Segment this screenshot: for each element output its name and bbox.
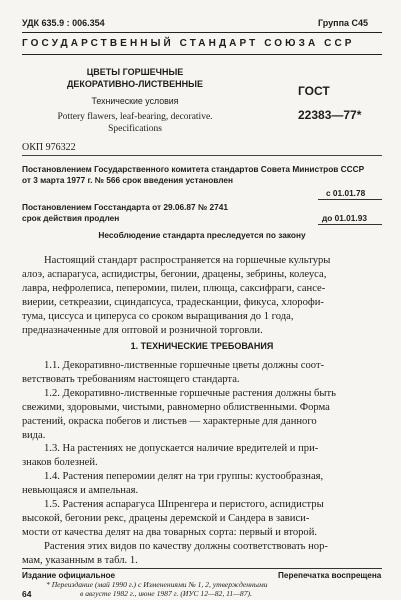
- banner-rule: [22, 54, 382, 55]
- clause-1-5-line: мам, указанным в табл. 1.: [22, 554, 138, 566]
- clause-1-4-line: 1.4. Растения пеперомии делят на три группы: кустообразная,: [44, 471, 324, 483]
- date-underline-2: [318, 224, 382, 225]
- okp-code: ОКП 976322: [22, 142, 76, 153]
- clause-1-3-line: 1.3. На растениях не допускается наличие вредителей и при-: [44, 443, 319, 455]
- clause-1-3-line: знаков болезней.: [22, 457, 98, 469]
- clause-1-5-line: 1.5. Растения аспарагуса Шпренгера и перистого, аспидистры: [44, 499, 324, 511]
- clause-1-2-line: 1.2. Декоративно-лиственные горшечные растения должны быть: [44, 387, 336, 399]
- intro-line: виерии, сеткреазии, сциндапсуса, традесканции, фикуса, хлорофи-: [22, 296, 324, 308]
- intro-paragraph: [22, 254, 382, 337]
- udk-code: УДК 635.9 : 006.354: [22, 18, 105, 28]
- clause-1-1-line: ветствовать требованиям настоящего стандарта.: [22, 373, 240, 385]
- page-number: 64: [22, 589, 32, 599]
- gost-label: ГОСТ: [298, 84, 330, 98]
- expiry-date: до 01.01.93: [322, 213, 367, 223]
- group-code: Группа С45: [318, 18, 369, 28]
- clause-1-1-line: 1.1. Декоративно-лиственные горшечные цветы должны соот-: [44, 360, 325, 371]
- english-title-line2: Specifications: [108, 124, 162, 134]
- decree-line1: Постановлением Государственного комитета стандартов Совета Министров СССР: [22, 164, 365, 174]
- clause-1-5-line: мости от качества делят на два товарных сорта: первый и второй.: [22, 526, 318, 538]
- effective-date: с 01.01.78: [326, 188, 366, 198]
- top-rule: [22, 32, 382, 33]
- clause-1-2-line: растений, окраска побегов и листьев — характерные для данного: [22, 415, 317, 427]
- gost-number: 22383—77*: [298, 108, 362, 122]
- official-edition: Издание официальное: [22, 571, 116, 580]
- english-title-line1: Pottery flawers, leaf-bearing, decorative.: [57, 112, 213, 122]
- reissue-note: * Переиздание (май 1990 г.) с Изменениями № 1, 2, утвержденными: [46, 580, 268, 589]
- clause-1-2-line: вида.: [22, 429, 46, 441]
- intro-line: Настоящий стандарт распространяется на горшечные культуры: [44, 255, 331, 266]
- intro-line: алоэ, аспарагуса, аспидистры, бегонии, драцены, зебрины, колеуса,: [22, 268, 327, 280]
- okp-rule: [22, 155, 382, 156]
- intro-line: тума, циссуса и циперуса со сроком выращивания до 1 года,: [22, 310, 294, 322]
- clause-1-5-line: высокой, бегонии рекс, драцены деремской и Сандера в зависи-: [22, 512, 310, 524]
- clause-1-4-line: невьющаяся и ампельная.: [22, 485, 139, 497]
- decree-line4: срок действия продлен: [22, 213, 120, 223]
- document-title-line2: ДЕКОРАТИВНО-ЛИСТВЕННЫЕ: [66, 79, 203, 89]
- decree-line3: Постановлением Госстандарта от 29.06.87 № 2741: [22, 202, 228, 212]
- section-heading: 1. ТЕХНИЧЕСКИЕ ТРЕБОВАНИЯ: [130, 341, 274, 351]
- document-subtitle: Технические условия: [91, 96, 179, 106]
- clause-1-5-line: Растения этих видов по качеству должны соответствовать нор-: [44, 540, 328, 552]
- reprint-notice: Перепечатка воспрещена: [278, 571, 382, 580]
- clauses: [22, 359, 382, 568]
- document-title-line1: ЦВЕТЫ ГОРШЕЧНЫЕ: [86, 67, 184, 77]
- standard-banner: ГОСУДАРСТВЕННЫЙ СТАНДАРТ СОЮЗА ССР: [22, 38, 355, 49]
- intro-line: лавра, нефролеписа, пеперомии, пилеи, плюща, саксифраги, сансе-: [22, 282, 326, 294]
- reissue-note-2: в августе 1982 г., июне 1987 г. (ИУС 12—82, 11—87).: [80, 589, 252, 598]
- intro-line: предназначенные для оптовой и розничной торговли.: [22, 324, 263, 336]
- clause-1-2-line: свежими, здоровыми, чистыми, равномерно облиственными. Форма: [22, 401, 330, 413]
- footer-rule: [22, 568, 382, 569]
- decree-line2: от 3 марта 1977 г. № 566 срок введения установлен: [22, 175, 234, 185]
- legal-warning: Несоблюдение стандарта преследуется по закону: [98, 230, 306, 240]
- date-underline-1: [318, 199, 382, 200]
